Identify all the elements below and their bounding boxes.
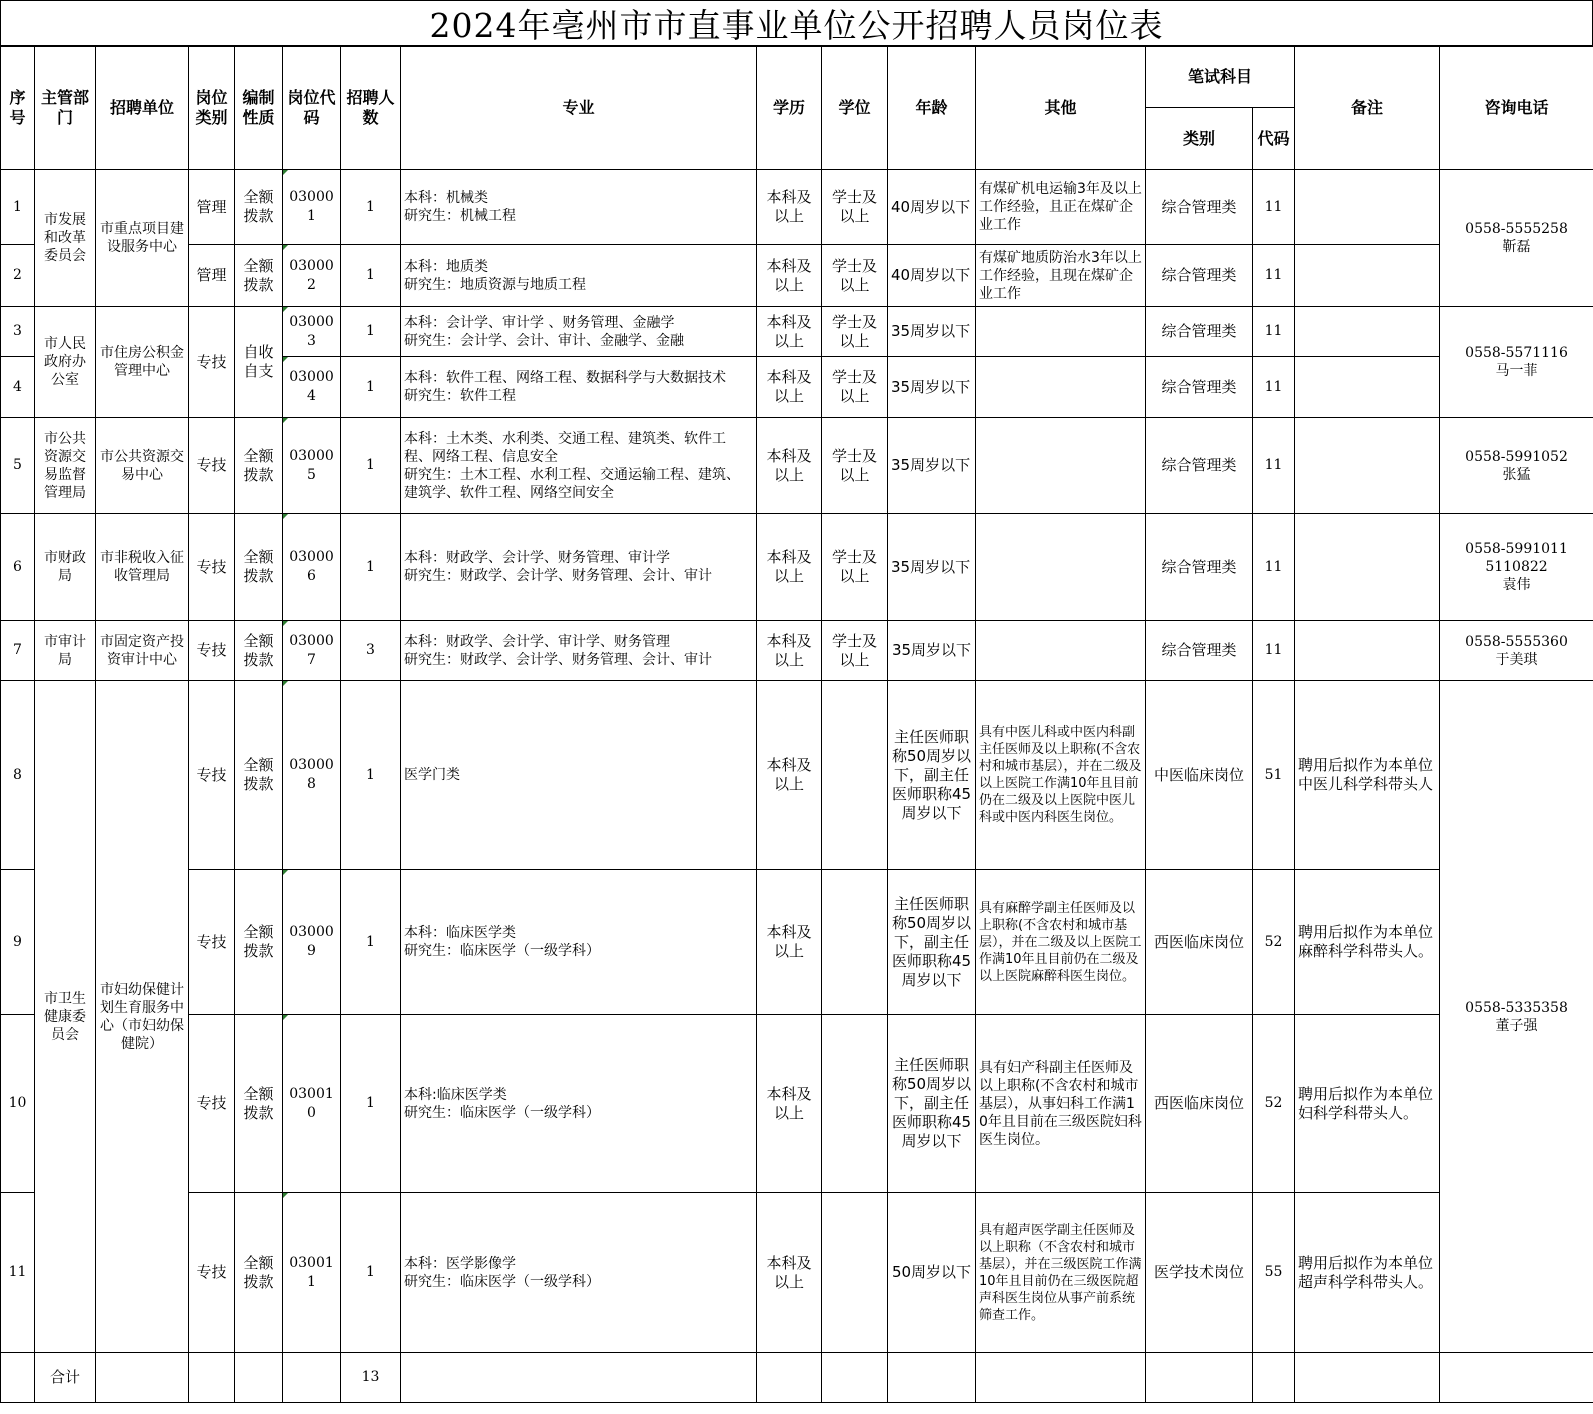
cell-age: 主任医师职称50周岁以下，副主任医师职称45周岁以下 <box>888 681 976 870</box>
cell-age: 40周岁以下 <box>888 245 976 307</box>
cell-exam-type: 西医临床岗位 <box>1146 1015 1253 1193</box>
cell-seq: 2 <box>1 245 35 307</box>
header-nature: 编制性质 <box>235 47 283 170</box>
cell-exam-code: 11 <box>1253 307 1295 357</box>
cell-education: 本科及以上 <box>757 870 822 1015</box>
cell-other: 具有妇产科副主任医师及以上职称(不含农村和城市基层），从事妇科工作满10年且目前在三级医院妇科医生岗位。 <box>976 1015 1146 1193</box>
cell-exam-type: 综合管理类 <box>1146 245 1253 307</box>
cell-other <box>976 621 1146 681</box>
cell-major: 本科：地质类 研究生：地质资源与地质工程 <box>401 245 757 307</box>
cell-count: 1 <box>341 1015 401 1193</box>
table-row <box>1 245 1593 307</box>
header-remark: 备注 <box>1295 47 1440 170</box>
cell-age: 35周岁以下 <box>888 514 976 621</box>
cell-other <box>976 514 1146 621</box>
cell-code: 030011 <box>283 1193 341 1353</box>
cell-phone: 0558-5571116 马一菲 <box>1440 307 1593 418</box>
cell-degree: 学士及以上 <box>822 357 888 418</box>
table-row <box>1 1015 1593 1193</box>
cell-degree <box>822 870 888 1015</box>
cell-exam-type: 综合管理类 <box>1146 307 1253 357</box>
header-category: 岗位类别 <box>189 47 235 170</box>
cell-empty <box>822 1353 888 1403</box>
cell-age: 35周岁以下 <box>888 621 976 681</box>
header-degree: 学位 <box>822 47 888 170</box>
cell-code: 030006 <box>283 514 341 621</box>
cell-unit: 市非税收入征收管理局 <box>96 514 189 621</box>
cell-major: 本科:临床医学类 研究生：临床医学（一级学科） <box>401 1015 757 1193</box>
cell-category: 专技 <box>189 681 235 870</box>
cell-exam-code: 51 <box>1253 681 1295 870</box>
cell-exam-code: 52 <box>1253 870 1295 1015</box>
cell-dept: 市审计局 <box>35 621 96 681</box>
cell-major: 本科：财政学、会计学、审计学、财务管理 研究生：财政学、会计学、财务管理、会计、审计 <box>401 621 757 681</box>
table-row <box>1 1193 1593 1353</box>
cell-total-seq <box>1 1353 35 1403</box>
cell-count: 1 <box>341 1193 401 1353</box>
cell-seq: 1 <box>1 170 35 245</box>
table-row <box>1 681 1593 870</box>
cell-remark <box>1295 170 1440 245</box>
cell-remark: 聘用后拟作为本单位妇科学科带头人。 <box>1295 1015 1440 1193</box>
cell-other: 具有麻醉学副主任医师及以上职称(不含农村和城市基层），并在二级及以上医院工作满10年且目前仍在二级及以上医院麻醉科医生岗位。 <box>976 870 1146 1015</box>
table-row <box>1 170 1593 245</box>
cell-degree <box>822 681 888 870</box>
cell-code: 030007 <box>283 621 341 681</box>
cell-dept: 市公共资源交易监督管理局 <box>35 418 96 514</box>
cell-education: 本科及以上 <box>757 621 822 681</box>
header-exam-type: 类别 <box>1146 108 1253 170</box>
cell-nature: 全额拨款 <box>235 681 283 870</box>
cell-nature: 自收自支 <box>235 307 283 418</box>
cell-education: 本科及以上 <box>757 1015 822 1193</box>
cell-empty <box>1440 1353 1593 1403</box>
cell-empty <box>757 1353 822 1403</box>
cell-age: 主任医师职称50周岁以下，副主任医师职称45周岁以下 <box>888 1015 976 1193</box>
cell-remark: 聘用后拟作为本单位超声科学科带头人。 <box>1295 1193 1440 1353</box>
cell-nature: 全额拨款 <box>235 418 283 514</box>
cell-nature: 全额拨款 <box>235 870 283 1015</box>
cell-major: 医学门类 <box>401 681 757 870</box>
cell-exam-code: 11 <box>1253 418 1295 514</box>
cell-empty <box>1295 1353 1440 1403</box>
page-title: 2024年亳州市市直事业单位公开招聘人员岗位表 <box>0 0 1593 46</box>
cell-nature: 全额拨款 <box>235 621 283 681</box>
cell-other: 具有中医儿科或中医内科副主任医师及以上职称(不含农村和城市基层），并在二级及以上医院工作满10年且目前仍在二级及以上医院中医儿科或中医内科医生岗位。 <box>976 681 1146 870</box>
table-row <box>1 514 1593 621</box>
cell-unit: 市妇幼保健计划生育服务中心（市妇幼保健院） <box>96 681 189 1353</box>
cell-education: 本科及以上 <box>757 245 822 307</box>
cell-category: 专技 <box>189 418 235 514</box>
cell-remark: 聘用后拟作为本单位麻醉科学科带头人。 <box>1295 870 1440 1015</box>
recruitment-table <box>0 46 1593 1403</box>
cell-age: 35周岁以下 <box>888 418 976 514</box>
cell-exam-type: 中医临床岗位 <box>1146 681 1253 870</box>
cell-remark <box>1295 307 1440 357</box>
cell-category: 专技 <box>189 870 235 1015</box>
cell-count: 1 <box>341 307 401 357</box>
cell-count: 1 <box>341 514 401 621</box>
cell-empty <box>283 1353 341 1403</box>
header-exam: 笔试科目 <box>1146 47 1295 108</box>
cell-other <box>976 357 1146 418</box>
cell-nature: 全额拨款 <box>235 245 283 307</box>
cell-exam-type: 综合管理类 <box>1146 170 1253 245</box>
cell-phone: 0558-5555258 靳磊 <box>1440 170 1593 307</box>
table-row <box>1 307 1593 357</box>
cell-category: 专技 <box>189 1015 235 1193</box>
cell-code: 030001 <box>283 170 341 245</box>
cell-degree <box>822 1193 888 1353</box>
cell-empty <box>1146 1353 1253 1403</box>
cell-nature: 全额拨款 <box>235 514 283 621</box>
cell-unit: 市重点项目建设服务中心 <box>96 170 189 307</box>
cell-category: 专技 <box>189 514 235 621</box>
cell-major: 本科：临床医学类 研究生：临床医学（一级学科） <box>401 870 757 1015</box>
cell-category: 管理 <box>189 245 235 307</box>
cell-nature: 全额拨款 <box>235 1015 283 1193</box>
cell-phone: 0558-5991052 张猛 <box>1440 418 1593 514</box>
cell-nature: 全额拨款 <box>235 170 283 245</box>
cell-education: 本科及以上 <box>757 514 822 621</box>
cell-phone: 0558-5991011 5110822 袁伟 <box>1440 514 1593 621</box>
cell-count: 1 <box>341 681 401 870</box>
cell-exam-code: 52 <box>1253 1015 1295 1193</box>
cell-seq: 4 <box>1 357 35 418</box>
cell-exam-code: 11 <box>1253 170 1295 245</box>
total-row <box>1 1353 1593 1403</box>
cell-education: 本科及以上 <box>757 307 822 357</box>
cell-degree: 学士及以上 <box>822 514 888 621</box>
cell-unit: 市固定资产投资审计中心 <box>96 621 189 681</box>
header-age: 年龄 <box>888 47 976 170</box>
cell-code: 030003 <box>283 307 341 357</box>
cell-seq: 8 <box>1 681 35 870</box>
cell-age: 35周岁以下 <box>888 357 976 418</box>
cell-empty <box>1253 1353 1295 1403</box>
cell-category: 专技 <box>189 307 235 418</box>
cell-category: 专技 <box>189 621 235 681</box>
cell-age: 35周岁以下 <box>888 307 976 357</box>
cell-degree: 学士及以上 <box>822 170 888 245</box>
cell-major: 本科：财政学、会计学、财务管理、审计学 研究生：财政学、会计学、财务管理、会计、审计 <box>401 514 757 621</box>
cell-education: 本科及以上 <box>757 418 822 514</box>
cell-major: 本科：土木类、水利类、交通工程、建筑类、软件工程、网络工程、信息安全 研究生：土木工程、水利工程、交通运输工程、建筑、建筑学、软件工程、网络空间安全 <box>401 418 757 514</box>
cell-major: 本科：医学影像学 研究生：临床医学（一级学科） <box>401 1193 757 1353</box>
cell-dept: 市卫生健康委员会 <box>35 681 96 1353</box>
cell-empty <box>96 1353 189 1403</box>
cell-exam-type: 医学技术岗位 <box>1146 1193 1253 1353</box>
cell-major: 本科：会计学、审计学 、财务管理、金融学 研究生：会计学、会计、审计、金融学、金融 <box>401 307 757 357</box>
total-label: 合计 <box>35 1353 96 1403</box>
cell-exam-code: 11 <box>1253 514 1295 621</box>
cell-code: 030002 <box>283 245 341 307</box>
cell-empty <box>401 1353 757 1403</box>
cell-exam-type: 综合管理类 <box>1146 621 1253 681</box>
cell-count: 1 <box>341 245 401 307</box>
cell-unit: 市住房公积金管理中心 <box>96 307 189 418</box>
cell-exam-type: 综合管理类 <box>1146 514 1253 621</box>
total-count: 13 <box>341 1353 401 1403</box>
cell-other <box>976 418 1146 514</box>
table-row <box>1 621 1593 681</box>
header-code: 岗位代码 <box>283 47 341 170</box>
cell-exam-code: 11 <box>1253 357 1295 418</box>
cell-empty <box>976 1353 1146 1403</box>
cell-code: 030004 <box>283 357 341 418</box>
cell-count: 1 <box>341 870 401 1015</box>
cell-empty <box>888 1353 976 1403</box>
cell-remark <box>1295 357 1440 418</box>
cell-count: 3 <box>341 621 401 681</box>
cell-seq: 5 <box>1 418 35 514</box>
cell-other: 有煤矿地质防治水3年以上工作经验，且现在煤矿企业工作 <box>976 245 1146 307</box>
cell-education: 本科及以上 <box>757 1193 822 1353</box>
header-major: 专业 <box>401 47 757 170</box>
cell-degree: 学士及以上 <box>822 307 888 357</box>
cell-code: 030008 <box>283 681 341 870</box>
cell-exam-code: 55 <box>1253 1193 1295 1353</box>
cell-age: 主任医师职称50周岁以下，副主任医师职称45周岁以下 <box>888 870 976 1015</box>
cell-degree <box>822 1015 888 1193</box>
cell-remark <box>1295 245 1440 307</box>
cell-exam-code: 11 <box>1253 245 1295 307</box>
header-exam-code: 代码 <box>1253 108 1295 170</box>
cell-seq: 10 <box>1 1015 35 1193</box>
cell-major: 本科：机械类 研究生：机械工程 <box>401 170 757 245</box>
cell-age: 50周岁以下 <box>888 1193 976 1353</box>
cell-age: 40周岁以下 <box>888 170 976 245</box>
cell-major: 本科：软件工程、网络工程、数据科学与大数据技术 研究生：软件工程 <box>401 357 757 418</box>
cell-code: 030005 <box>283 418 341 514</box>
cell-dept: 市财政局 <box>35 514 96 621</box>
cell-other: 具有超声医学副主任医师及以上职称（不含农村和城市基层），并在三级医院工作满10年且目前仍在三级医院超声科医生岗位从事产前系统筛查工作。 <box>976 1193 1146 1353</box>
cell-other <box>976 307 1146 357</box>
cell-count: 1 <box>341 418 401 514</box>
cell-seq: 3 <box>1 307 35 357</box>
cell-seq: 7 <box>1 621 35 681</box>
header-unit: 招聘单位 <box>96 47 189 170</box>
cell-dept: 市人民政府办公室 <box>35 307 96 418</box>
cell-empty <box>189 1353 235 1403</box>
cell-education: 本科及以上 <box>757 357 822 418</box>
cell-remark <box>1295 514 1440 621</box>
cell-category: 专技 <box>189 1193 235 1353</box>
cell-degree: 学士及以上 <box>822 245 888 307</box>
header-dept: 主管部门 <box>35 47 96 170</box>
cell-seq: 11 <box>1 1193 35 1353</box>
cell-count: 1 <box>341 357 401 418</box>
table-row <box>1 870 1593 1015</box>
cell-code: 030010 <box>283 1015 341 1193</box>
cell-education: 本科及以上 <box>757 170 822 245</box>
cell-remark <box>1295 621 1440 681</box>
cell-exam-code: 11 <box>1253 621 1295 681</box>
cell-exam-type: 综合管理类 <box>1146 357 1253 418</box>
cell-remark: 聘用后拟作为本单位中医儿科学科带头人 <box>1295 681 1440 870</box>
cell-count: 1 <box>341 170 401 245</box>
cell-degree: 学士及以上 <box>822 621 888 681</box>
cell-seq: 6 <box>1 514 35 621</box>
cell-education: 本科及以上 <box>757 681 822 870</box>
cell-code: 030009 <box>283 870 341 1015</box>
header-other: 其他 <box>976 47 1146 170</box>
cell-seq: 9 <box>1 870 35 1015</box>
cell-unit: 市公共资源交易中心 <box>96 418 189 514</box>
cell-exam-type: 西医临床岗位 <box>1146 870 1253 1015</box>
cell-dept: 市发展和改革委员会 <box>35 170 96 307</box>
cell-degree: 学士及以上 <box>822 418 888 514</box>
cell-category: 管理 <box>189 170 235 245</box>
cell-remark <box>1295 418 1440 514</box>
header-education: 学历 <box>757 47 822 170</box>
table-row <box>1 418 1593 514</box>
header-seq: 序号 <box>1 47 35 170</box>
header-count: 招聘人数 <box>341 47 401 170</box>
cell-phone: 0558-5555360 于美琪 <box>1440 621 1593 681</box>
cell-other: 有煤矿机电运输3年及以上工作经验，且正在煤矿企业工作 <box>976 170 1146 245</box>
cell-nature: 全额拨款 <box>235 1193 283 1353</box>
cell-phone: 0558-5335358 董子强 <box>1440 681 1593 1353</box>
cell-empty <box>235 1353 283 1403</box>
header-phone: 咨询电话 <box>1440 47 1593 170</box>
cell-exam-type: 综合管理类 <box>1146 418 1253 514</box>
